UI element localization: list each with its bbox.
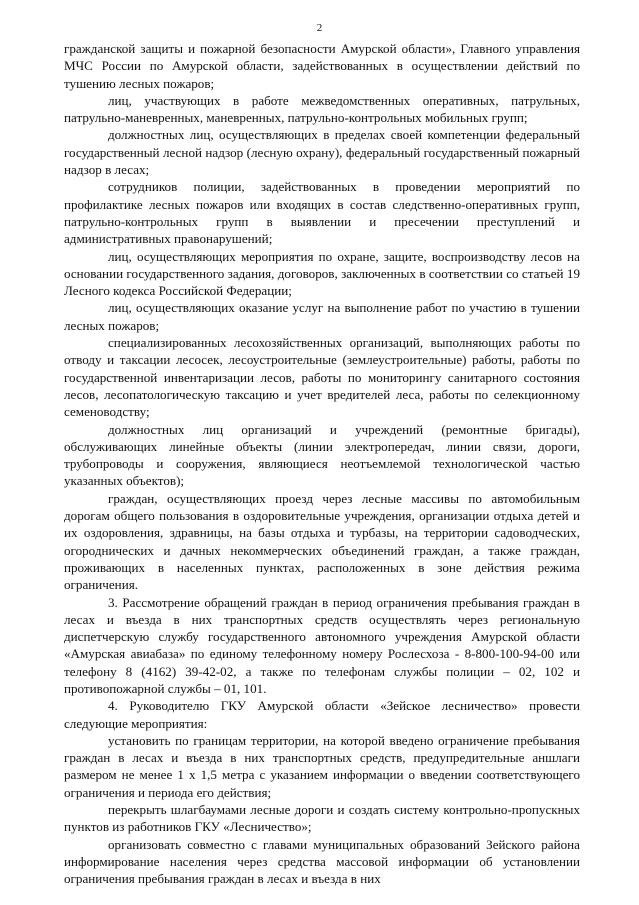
paragraph: лиц, участвующих в работе межведомственных оперативных, патрульных, патрульно-маневренных, маневренных, патрульно-контрольных мобильных групп; <box>64 92 580 126</box>
paragraph: граждан, осуществляющих проезд через лесные массивы по автомобильным дорогам общего пользования в оздоровительные учреждения, организации отдыха детей и их оздоровления, здравницы, на базы отдыха и турбазы, на территории садоводческих, огороднических и дачных некоммерческих объединений граждан, а также граждан, проживающих в населенных пунктах, расположенных в зоне действия режима ограничения. <box>64 490 580 593</box>
paragraph: должностных лиц организаций и учреждений (ремонтные бригады), обслуживающих линейные объекты (линии электропередач, линии связи, дороги, трубопроводы и сооружения, являющиеся неотъемлемой технологической частью указанных объектов); <box>64 421 580 489</box>
paragraph: перекрыть шлагбаумами лесные дороги и создать систему контрольно-пропускных пунктов из работников ГКУ «Лесничество»; <box>64 802 580 835</box>
paragraph: лиц, осуществляющих оказание услуг на выполнение работ по участию в тушении лесных пожаров; <box>64 300 580 333</box>
paragraph: организовать совместно с главами муниципальных образований Зейского района информирование населения через средства массовой информации об установлении ограничения пребывания граждан в лесах и въезда в них <box>64 836 580 887</box>
paragraph: установить по границам территории, на которой введено ограничение пребывания граждан в лесах и въезда в них транспортных средств, предупредительные аншлаги размером не менее 1 х 1,5 метра с указанием информации о введении соответствующего ограничения и периода его действия; <box>64 732 580 800</box>
paragraph: должностных лиц, осуществляющих в пределах своей компетенции федеральный государственный лесной надзор (лесную охрану), федеральный государственный пожарный надзор в лесах; <box>64 127 580 178</box>
paragraph: 4. Руководителю ГКУ Амурской области «Зейское лесничество» провести следующие мероприятия: <box>64 698 580 731</box>
paragraph: специализированных лесохозяйственных организаций, выполняющих работы по отводу и таксации лесосек, лесоустроительные (землеустроительные) работы, работы по государственной инвентаризации лесов, работы по мониторингу санитарного состояния лесов, лесопатологическую таксацию и учет вредителей леса, работы по селекционному семеноводству; <box>64 335 580 420</box>
paragraph: лиц, осуществляющих мероприятия по охране, защите, воспроизводству лесов на основании государственного задания, договоров, заключенных в соответствии со статьей 19 Лесного кодекса Российской Федерации; <box>64 248 580 299</box>
paragraph: 3. Рассмотрение обращений граждан в период ограничения пребывания граждан в лесах и въезда в них транспортных средств осуществлять через региональную диспетчерскую службу государственного автономного учреждения Амурской области «Амурская авиабаза» по единому телефонному номеру Рослесхоза - 8-800-100-94-00 или телефону 8 (4162) 39-42-02, а также по телефонам службы полиции – 02, 102 и противопожарной службы – 01, 101. <box>64 594 580 696</box>
paragraph: сотрудников полиции, задействованных в проведении мероприятий по профилактике лесных пожаров или входящих в состав следственно-оперативных групп, патрульно-контрольных групп в выявлении и пресечении преступлений и административных правонарушений; <box>64 179 580 247</box>
document-body <box>64 40 580 888</box>
paragraph: гражданской защиты и пожарной безопасности Амурской области», Главного управления МЧС России по Амурской области, задействованных в осуществлении действий по тушению лесных пожаров; <box>64 41 580 91</box>
page-number: 2 <box>316 22 323 34</box>
